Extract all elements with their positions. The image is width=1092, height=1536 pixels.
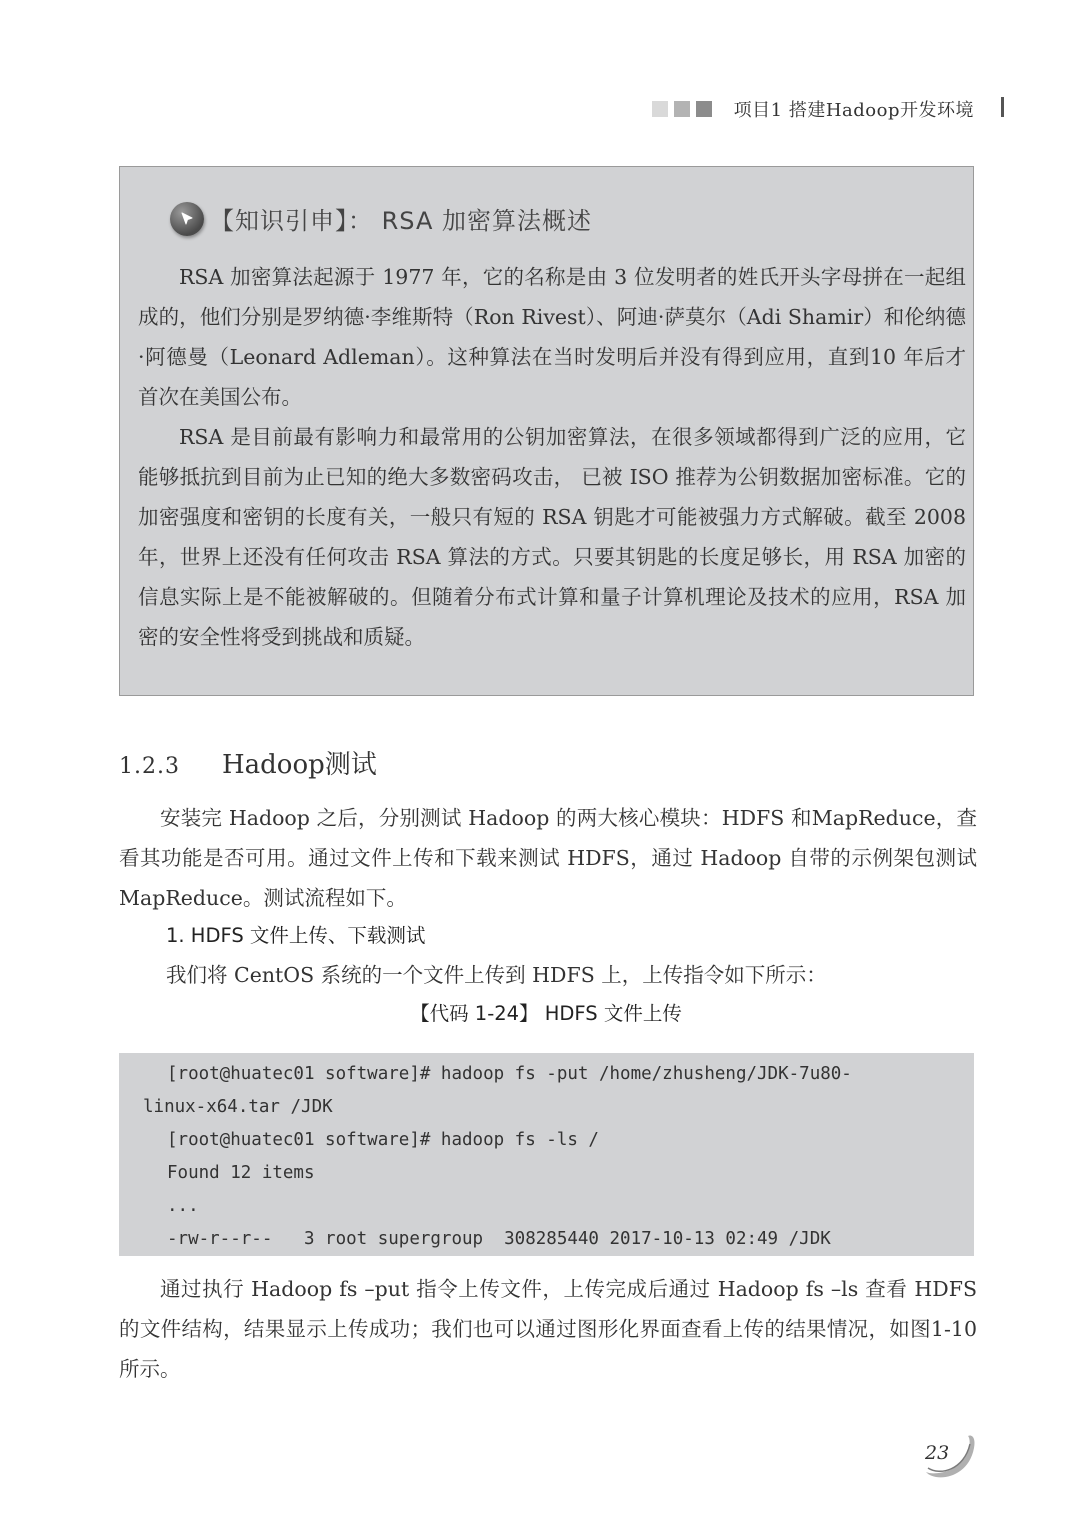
header-decoration	[652, 101, 712, 117]
running-header	[652, 96, 974, 122]
code-line: -rw-r--r-- 3 root supergroup 308285440 2017-10-13 02:49 /JDK	[167, 1229, 831, 1249]
body-text	[119, 798, 977, 918]
knowledge-paragraph: RSA 是目前最有影响力和最常用的公钥加密算法，在很多领域都得到广泛的应用，它能够抵抗到目前为止已知的绝大多数密码攻击， 已被 ISO 推荐为公钥数据加密标准。它的加密强度和密钥的长度有关，一般只有短的 RSA 钥匙才可能被强力方式解破。截至 2008 年，世界上还没有任何攻击 RSA 算法的方式。只要其钥匙的长度足够长，用 RSA 加密的信息实际上是不能被解破的。但随着分布式计算和量子计算机理论及技术的应用，RSA 加密的安全性将受到挑战和质疑。	[138, 425, 966, 649]
header-title: 项目1 搭建Hadoop开发环境	[733, 100, 974, 121]
section-heading	[119, 744, 377, 781]
code-block	[119, 1053, 974, 1256]
header-square	[696, 101, 712, 117]
code-line: [root@huatec01 software]# hadoop fs -put /home/zhusheng/JDK-7u80-	[167, 1064, 852, 1084]
knowledge-paragraph: RSA 加密算法起源于 1977 年，它的名称是由 3 位发明者的姓氏开头字母拼在一起组成的，他们分别是罗纳德·李维斯特（Ron Rivest）、阿迪·萨莫尔（Adi Shamir）和伦纳德·阿德曼（Leonard Adleman）。这种算法在当时发明后并没有得到应用，直到10 年后才首次在美国公布。	[138, 265, 966, 409]
page-number-text: 23	[925, 1442, 950, 1464]
subheading: 1. HDFS 文件上传、下载测试	[166, 924, 426, 947]
section-title: Hadoop测试	[221, 750, 377, 780]
paragraph: 安装完 Hadoop 之后，分别测试 Hadoop 的两大核心模块：HDFS 和MapReduce，查看其功能是否可用。通过文件上传和下载来测试 HDFS，通过 Hadoop 自带的示例架包测试 MapReduce。测试流程如下。	[119, 806, 977, 910]
header-square	[674, 101, 690, 117]
paragraph: 通过执行 Hadoop fs –put 指令上传文件，上传完成后通过 Hadoop fs –ls 查看 HDFS 的文件结构，结果显示上传成功；我们也可以通过图形化界面查看上传的结果情况，如图1-10 所示。	[119, 1277, 977, 1381]
knowledge-box	[119, 166, 974, 696]
body-text	[119, 1269, 977, 1389]
code-line: [root@huatec01 software]# hadoop fs -ls /	[167, 1130, 599, 1150]
knowledge-title-text: 【知识引申】： RSA 加密算法概述	[210, 207, 593, 235]
intro-text: 我们将 CentOS 系统的一个文件上传到 HDFS 上，上传指令如下所示：	[166, 963, 827, 987]
knowledge-title	[170, 201, 592, 236]
section-number: 1.2.3	[119, 754, 180, 779]
knowledge-body	[138, 257, 966, 657]
code-line: linux-x64.tar /JDK	[143, 1097, 333, 1117]
code-line: Found 12 items	[167, 1163, 315, 1183]
code-caption: 【代码 1-24】 HDFS 文件上传	[410, 1002, 682, 1025]
code-line: ...	[167, 1196, 199, 1216]
header-square	[652, 101, 668, 117]
header-bar	[1001, 97, 1004, 117]
page-number	[920, 1432, 980, 1482]
pointer-icon	[170, 202, 204, 236]
